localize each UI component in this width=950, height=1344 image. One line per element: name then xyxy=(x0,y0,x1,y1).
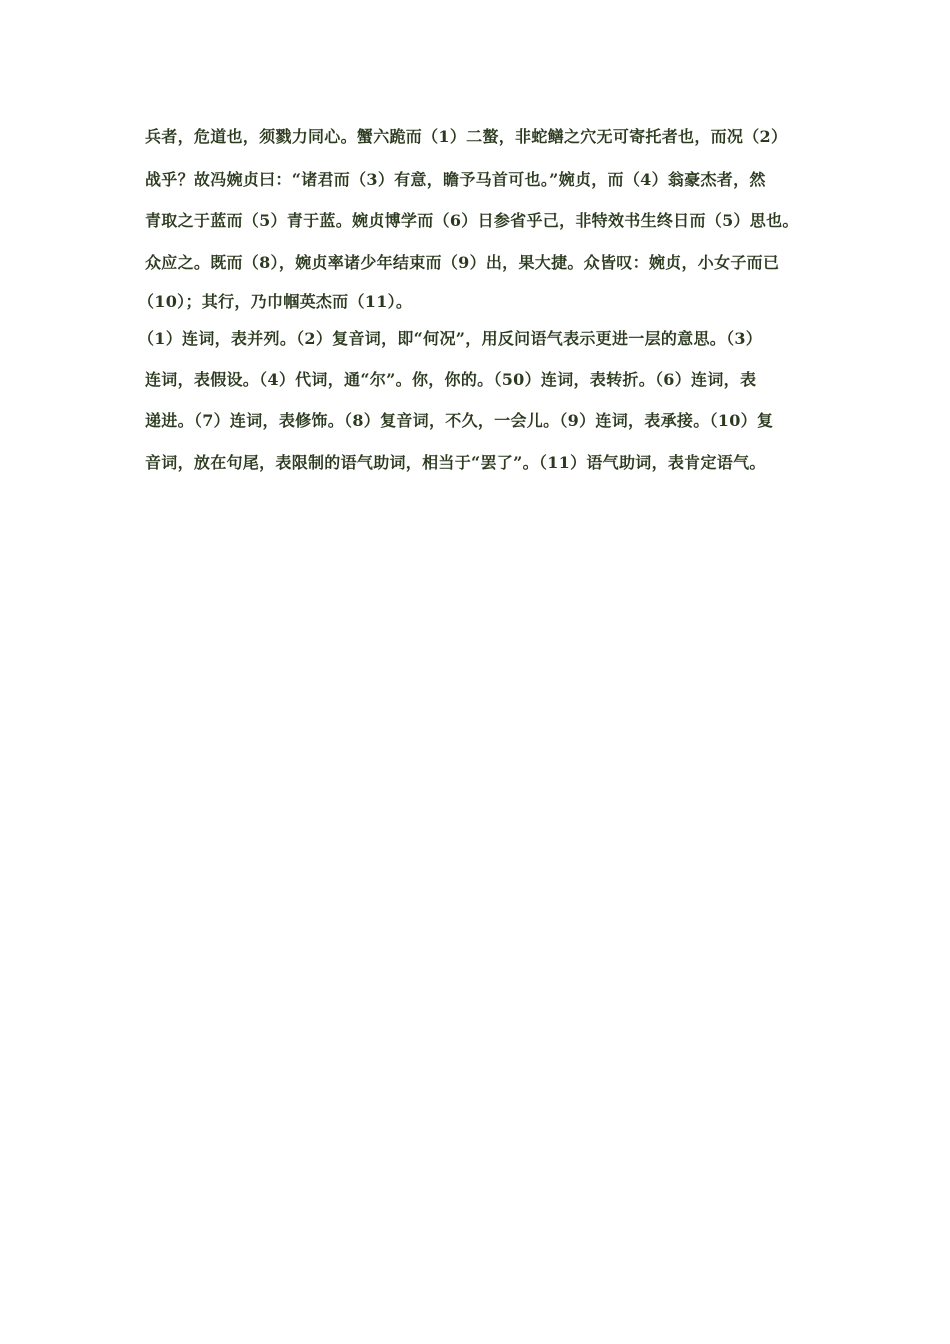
passage-line-5: （10）；其行，乃巾帼英杰而（11）。 xyxy=(138,292,413,311)
passage-line-3: 青取之于蓝而（5）青于蓝。婉贞博学而（6）日参省乎己，非特效书生终日而（5）思也。 xyxy=(145,211,799,230)
answer-line-1: （1）连词，表并列。（2）复音词，即“何况”，用反问语气表示更进一层的意思。（3） xyxy=(138,329,763,348)
passage-line-2: 战乎？故冯婉贞曰：“诸君而（3）有意，瞻予马首可也。”婉贞，而（4）翁豪杰者，然 xyxy=(145,170,766,189)
passage-line-1: 兵者，危道也，须戮力同心。蟹六跪而（1）二螯，非蛇鳝之穴无可寄托者也，而况（2） xyxy=(145,127,788,146)
answer-line-3: 递进。（7）连词，表修饰。（8）复音词，不久，一会儿。（9）连词，表承接。（10）复 xyxy=(145,411,774,430)
passage-line-4: 众应之。既而（8），婉贞率诸少年结束而（9）出，果大捷。众皆叹：婉贞，小女子而已 xyxy=(145,253,780,272)
answer-line-2: 连词，表假设。（4）代词，通“尔”。你，你的。（50）连词，表转折。（6）连词，表 xyxy=(145,370,757,389)
answer-line-4: 音词，放在句尾，表限制的语气助词，相当于“罢了”。（11）语气助词，表肯定语气。 xyxy=(145,453,766,472)
